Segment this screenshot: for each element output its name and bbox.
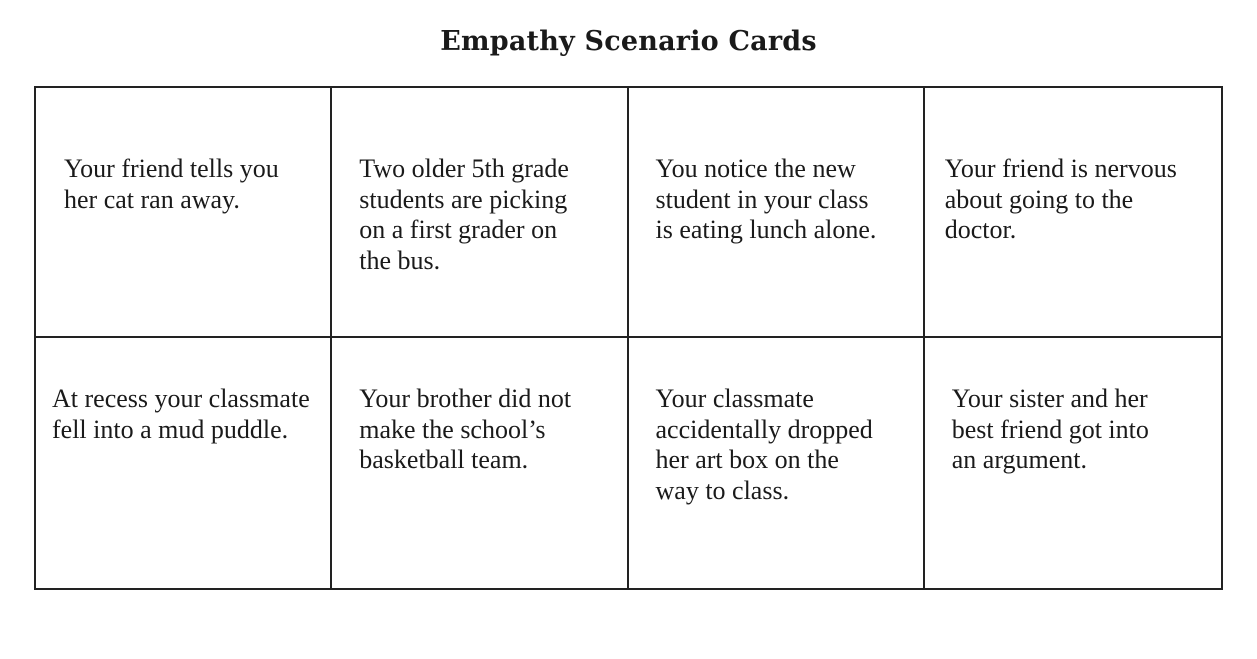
scenario-card-text: Your sister and her best friend got into an argument. — [951, 384, 1149, 474]
scenario-card-text: Your friend tells you her cat ran away. — [64, 154, 279, 214]
scenario-card-text: Two older 5th grade students are picking on a first grader on the bus. — [359, 154, 569, 275]
scenario-card-text: Your brother did not make the school’s basketball team. — [359, 384, 572, 474]
scenario-card-grid — [34, 86, 1223, 590]
scenario-card — [36, 338, 332, 588]
scenario-card — [925, 338, 1221, 588]
scenario-card — [925, 88, 1221, 338]
scenario-card — [332, 338, 628, 588]
scenario-card — [629, 88, 925, 338]
scenario-card — [332, 88, 628, 338]
scenario-card-text: Your friend is nervous about going to the doctor. — [944, 154, 1177, 244]
scenario-card-text: At recess your classmate fell into a mud puddle. — [52, 384, 310, 444]
scenario-card-text: You notice the new student in your class is eating lunch alone. — [655, 154, 877, 244]
scenario-card — [36, 88, 332, 338]
page-title: Empathy Scenario Cards — [440, 26, 817, 57]
scenario-card-text: Your classmate accidentally dropped her art box on the way to class. — [655, 384, 873, 505]
scenario-card — [629, 338, 925, 588]
